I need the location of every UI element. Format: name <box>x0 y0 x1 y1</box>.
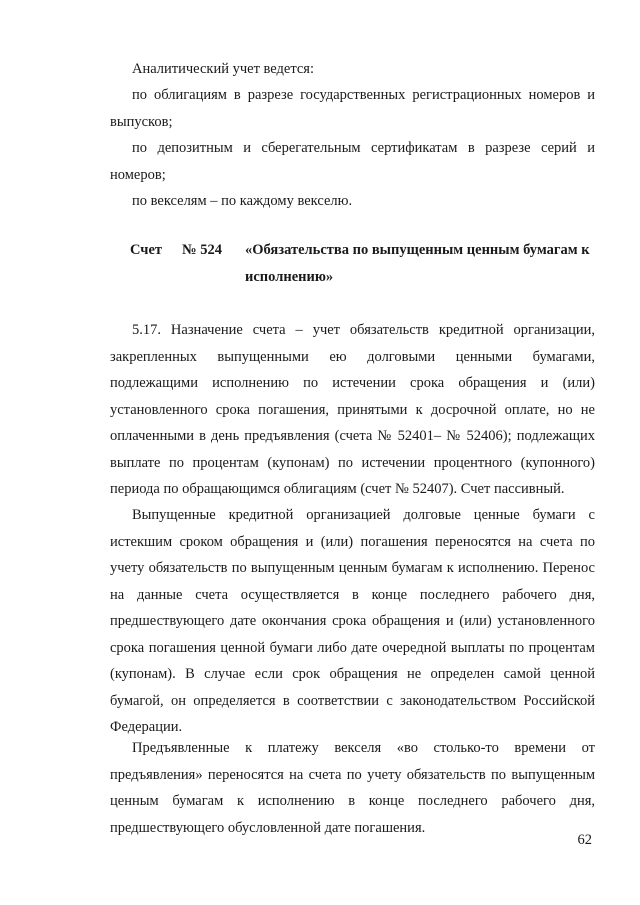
page-number: 62 <box>577 832 592 848</box>
account-heading-label: Счет <box>130 242 163 258</box>
paragraph-bonds: по облигациям в разрезе государственных регистрационных номеров и выпусков; <box>110 87 595 130</box>
paragraph-certificates: по депозитным и сберегательным сертификатам в разрезе серий и номеров; <box>110 140 595 183</box>
account-heading-number: № 524 <box>182 242 222 258</box>
paragraph-issued-securities: Выпущенные кредитной организацией долговые ценные бумаги с истекшим сроком обращения и (или) погашения переносятся на счета по учету обязательств по выпущенным ценным бумагам к исполнению. Перенос на данные счета осуществляется в конце последнего рабочего дня, предшествующего дате окончания срока обращения и (или) установленного срока погашения ценной бумаги либо дате очередной выплаты по процентам (купонам). В случае если срок обращения не определен самой ценной бумагой, он определяется в соответствии с законодательством Российской Федерации. <box>110 507 595 735</box>
paragraph-5-17: 5.17. Назначение счета – учет обязательств кредитной организации, закрепленных выпущенными ею долговыми ценными бумагами, подлежащими исполнению по истечении срока обращения и (или) установленного срока погашения, принятыми к досрочной оплате, но не оплаченными в день предъявления (счета № 52401– № 52406); подлежащих выплате по процентам (купонам) по истечении процентного (купонного) периода по обращающимся облигациям (счет № 52407). Счет пассивный. <box>110 322 595 497</box>
account-heading-title: «Обязательства по выпущенным ценным бумагам к исполнению» <box>245 242 590 285</box>
paragraph-presented-bills: Предъявленные к платежу векселя «во столько-то времени от предъявления» переносятся на счета по учету обязательств по выпущенным ценным бумагам к исполнению в конце последнего рабочего дня, предшествующего обусловленной дате погашения. <box>110 740 595 836</box>
paragraph-bills: по векселям – по каждому векселю. <box>132 193 353 209</box>
paragraph-analytic-intro: Аналитический учет ведется: <box>132 61 315 77</box>
